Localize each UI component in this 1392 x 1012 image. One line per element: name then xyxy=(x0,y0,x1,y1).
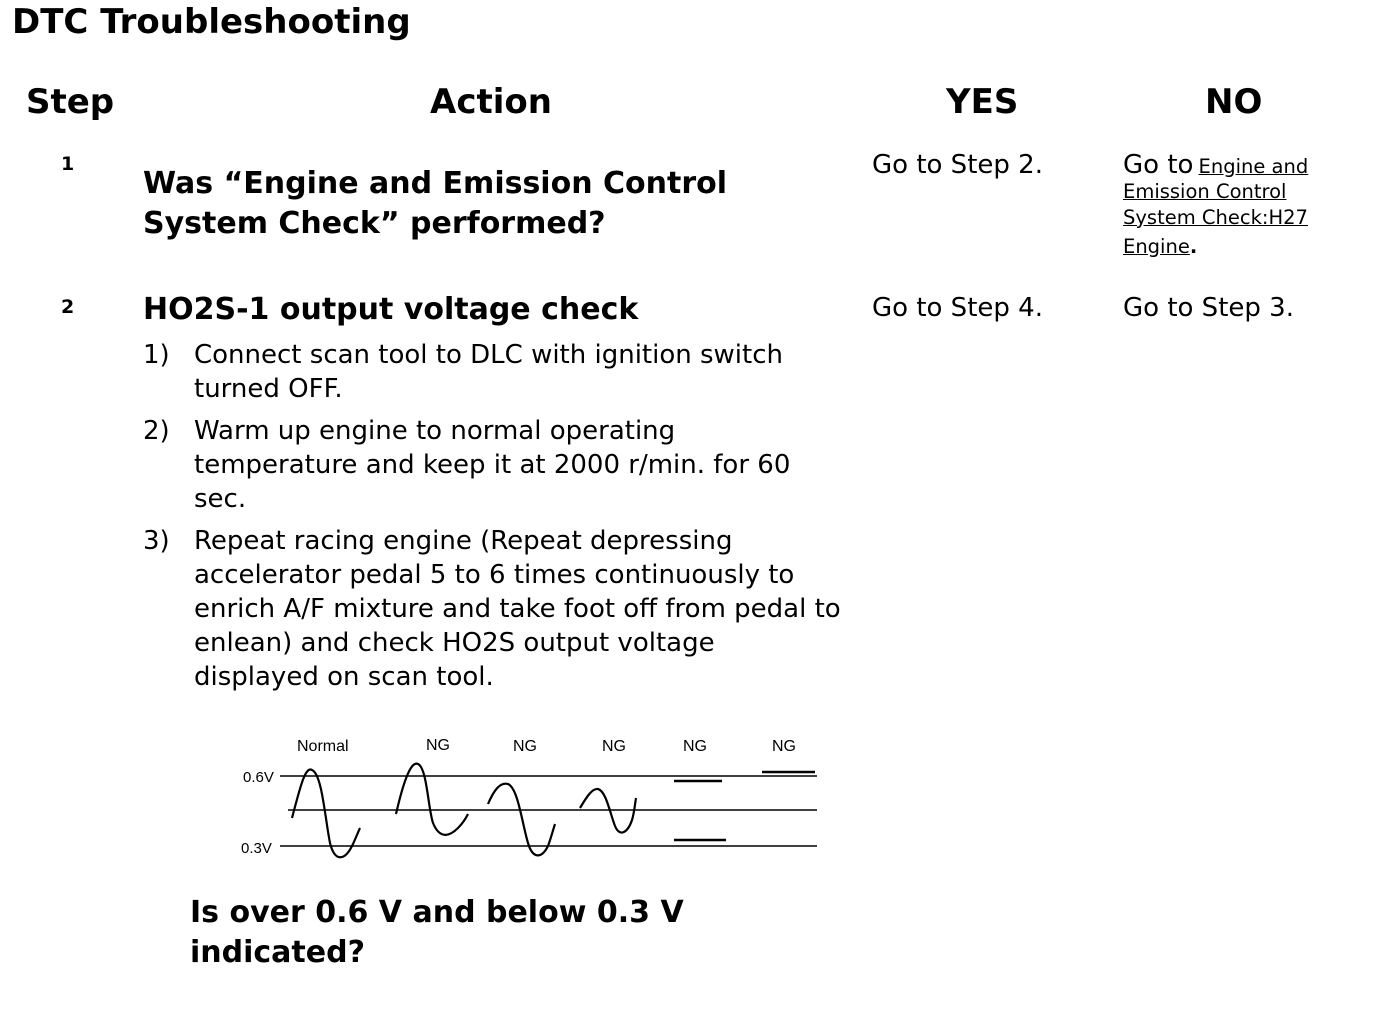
diagram-label-normal: Normal xyxy=(297,738,349,755)
diagram-label-ng-5: NG xyxy=(772,738,796,755)
step-1-question-line1: Was “Engine and Emission Control xyxy=(143,166,728,201)
column-header-step: Step xyxy=(26,82,115,122)
substep-3 xyxy=(143,524,843,694)
substep-3-number: 3) xyxy=(143,526,170,556)
engine-emission-check-link-line4[interactable]: Engine xyxy=(1123,235,1190,258)
page-title: DTC Troubleshooting xyxy=(12,2,411,42)
column-header-action: Action xyxy=(430,82,552,122)
substep-1 xyxy=(143,338,843,406)
substep-2-text: Warm up engine to normal operating temperature and keep it at 2000 r/min. for 60 sec. xyxy=(194,416,791,514)
step-1-no xyxy=(1123,148,1383,264)
ng-wave-1 xyxy=(396,764,468,835)
step-1-no-suffix: . xyxy=(1189,235,1198,258)
diagram-label-0-3v: 0.3V xyxy=(241,840,272,857)
step-1-question xyxy=(143,164,863,244)
diagram-label-ng-1: NG xyxy=(426,737,450,754)
step-1-no-prefix: Go to xyxy=(1123,150,1194,180)
substep-1-number: 1) xyxy=(143,340,170,370)
ho2s-waveform-diagram xyxy=(230,728,830,868)
engine-emission-check-link-line1[interactable]: Engine and xyxy=(1198,155,1309,178)
normal-wave xyxy=(292,770,360,858)
substep-2-number: 2) xyxy=(143,416,170,446)
step-2-yes: Go to Step 4. xyxy=(872,293,1043,323)
step-2-heading: HO2S-1 output voltage check xyxy=(143,292,639,327)
substep-3-text: Repeat racing engine (Repeat depressing accelerator pedal 5 to 6 times continuously to enrich A/F mixture and take foot off from pedal to enlean) and check HO2S output voltage displayed on scan tool. xyxy=(194,526,841,692)
step-1-yes: Go to Step 2. xyxy=(872,150,1043,180)
step-1-question-line2: System Check” performed? xyxy=(143,206,606,241)
engine-emission-check-link-line3[interactable]: System Check:H27 xyxy=(1123,206,1308,229)
step-2-question-line2: indicated? xyxy=(190,935,365,970)
substep-1-text: Connect scan tool to DLC with ignition switch turned OFF. xyxy=(194,340,783,404)
diagram-label-ng-3: NG xyxy=(602,738,626,755)
diagram-label-0-6v: 0.6V xyxy=(243,769,274,786)
column-header-yes: YES xyxy=(946,82,1019,122)
column-header-no: NO xyxy=(1205,82,1263,122)
step-2-question xyxy=(190,893,890,973)
ng-wave-2 xyxy=(488,784,555,856)
step-2-question-line1: Is over 0.6 V and below 0.3 V xyxy=(190,895,684,930)
step-2-substeps xyxy=(143,338,843,702)
diagram-label-ng-2: NG xyxy=(513,738,537,755)
step-number-2: 2 xyxy=(61,296,75,318)
engine-emission-check-link-line2[interactable]: Emission Control xyxy=(1123,180,1287,203)
step-number-1: 1 xyxy=(61,153,75,175)
step-2-no: Go to Step 3. xyxy=(1123,293,1294,323)
diagram-label-ng-4: NG xyxy=(683,738,707,755)
substep-2 xyxy=(143,414,843,516)
